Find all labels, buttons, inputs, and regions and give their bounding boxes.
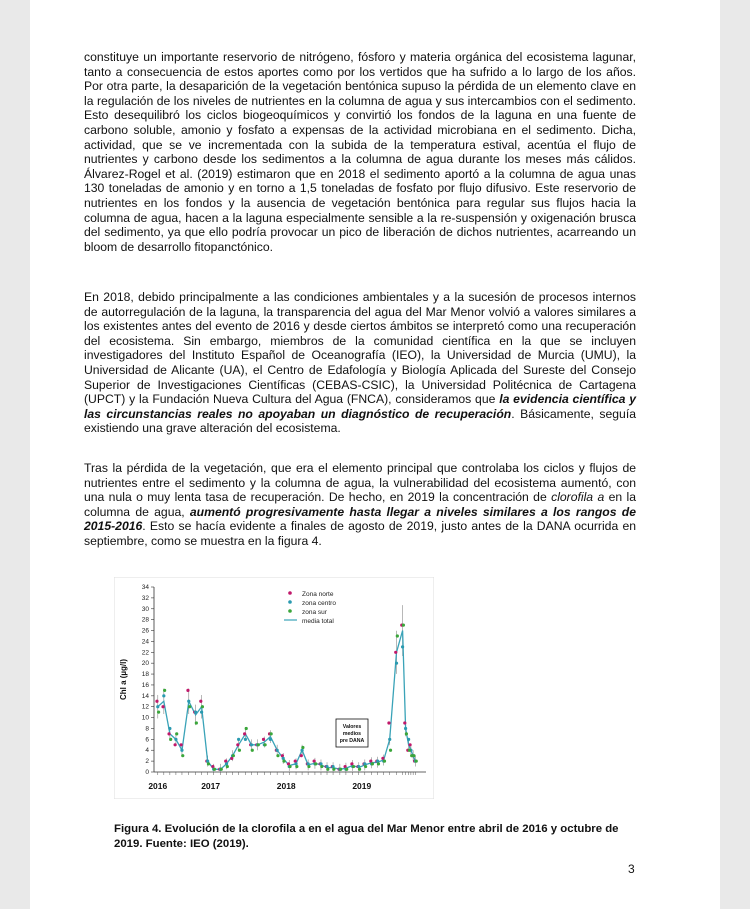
annotation-text: medios <box>342 731 362 737</box>
point-zona-sur <box>389 749 392 752</box>
point-zona-norte <box>243 732 246 735</box>
point-zona-sur <box>175 732 178 735</box>
point-zona-centro <box>282 757 285 760</box>
y-tick-label: 14 <box>141 692 149 700</box>
point-zona-norte <box>313 760 316 763</box>
point-zona-sur <box>396 634 399 637</box>
y-tick-label: 22 <box>141 649 149 657</box>
paragraph-3-emphasis: aumentó progresivamente hasta llegar a niveles similares a los rangos de 2015-2016 <box>84 504 636 534</box>
point-zona-centro <box>407 738 410 741</box>
y-tick-label: 28 <box>141 616 149 624</box>
point-zona-sur <box>383 760 386 763</box>
point-zona-norte <box>167 732 170 735</box>
point-zona-sur <box>295 765 298 768</box>
point-zona-centro <box>331 765 334 768</box>
point-zona-centro <box>194 711 197 714</box>
point-zona-sur <box>332 768 335 771</box>
paragraph-1 <box>84 50 636 254</box>
point-zona-sur <box>220 768 223 771</box>
point-zona-centro <box>237 738 240 741</box>
point-zona-sur <box>213 768 216 771</box>
point-zona-sur <box>345 768 348 771</box>
chlorophyll-chart <box>114 577 434 799</box>
point-zona-sur <box>195 721 198 724</box>
point-zona-norte <box>408 743 411 746</box>
point-zona-norte <box>155 700 158 703</box>
point-zona-sur <box>181 754 184 757</box>
point-zona-norte <box>180 743 183 746</box>
point-zona-sur <box>270 732 273 735</box>
y-axis-label: Chl a (µg/l) <box>119 658 128 701</box>
point-zona-sur <box>257 743 260 746</box>
legend-media-total: media total <box>302 618 334 625</box>
figure-4 <box>114 577 434 799</box>
point-zona-norte <box>287 762 290 765</box>
year-label: 2016 <box>148 781 168 791</box>
point-zona-sur <box>288 765 291 768</box>
legend-zona-centro-marker <box>288 600 292 604</box>
y-tick-label: 18 <box>141 671 149 679</box>
y-tick-label: 32 <box>141 594 149 602</box>
legend-zona-norte: Zona norte <box>302 591 334 598</box>
legend-zona-norte-marker <box>288 591 292 595</box>
point-zona-centro <box>200 711 203 714</box>
point-zona-norte <box>236 743 239 746</box>
point-zona-sur <box>232 754 235 757</box>
legend-zona-sur-marker <box>288 609 292 613</box>
point-zona-sur <box>282 760 285 763</box>
point-zona-sur <box>412 754 415 757</box>
figure-caption: Figura 4. Evolución de la clorofila a en el agua del Mar Menor entre abril de 2016 y octubre de 2019. Fuente: IEO (2019). <box>114 823 619 850</box>
point-zona-sur <box>339 768 342 771</box>
point-zona-sur <box>157 711 160 714</box>
point-zona-centro <box>307 762 310 765</box>
point-zona-norte <box>186 689 189 692</box>
point-zona-sur <box>238 749 241 752</box>
point-zona-sur <box>326 768 329 771</box>
paragraph-3 <box>84 461 636 549</box>
point-zona-norte <box>344 765 347 768</box>
point-zona-centro <box>162 694 165 697</box>
point-zona-norte <box>161 705 164 708</box>
year-label: 2017 <box>201 781 221 791</box>
point-zona-centro <box>395 662 398 665</box>
point-zona-sur <box>169 738 172 741</box>
point-zona-sur <box>226 765 229 768</box>
point-zona-centro <box>376 760 379 763</box>
y-tick-label: 12 <box>141 703 149 711</box>
point-zona-centro <box>156 705 159 708</box>
paragraph-3-text: Tras la pérdida de la vegetación, que era el elemento principal que controlaba los ciclos y flujos de nutrientes entre el sedimento y la columna de agua, la vulnerabilidad del ecosistema aumentó, con una nula o muy lenta tasa de recuperación. De hecho, en 2019 la concentración de <box>84 461 636 505</box>
point-zona-sur <box>405 732 408 735</box>
y-tick-label: 2 <box>145 758 149 766</box>
point-zona-norte <box>199 700 202 703</box>
point-zona-sur <box>402 623 405 626</box>
point-zona-sur <box>276 754 279 757</box>
point-zona-sur <box>201 705 204 708</box>
point-zona-sur <box>358 768 361 771</box>
y-tick-label: 4 <box>145 747 149 755</box>
point-zona-norte <box>387 721 390 724</box>
point-zona-centro <box>363 762 366 765</box>
paragraph-2-emphasis: la evidencia científica y las circunstancias reales no apoyaban un diagnóstico de recuperación <box>84 392 636 421</box>
paragraph-3-italic: clorofila a <box>551 490 605 505</box>
year-label: 2019 <box>352 781 372 791</box>
point-zona-sur <box>371 762 374 765</box>
legend-zona-centro: zona centro <box>302 600 336 607</box>
point-zona-norte <box>174 743 177 746</box>
point-zona-norte <box>381 757 384 760</box>
point-zona-sur <box>163 689 166 692</box>
point-zona-norte <box>350 762 353 765</box>
y-tick-label: 30 <box>141 605 149 613</box>
point-zona-sur <box>207 762 210 765</box>
point-zona-sur <box>364 765 367 768</box>
point-zona-centro <box>250 743 253 746</box>
paragraph-3-text-end: . Esto se hacía evidente a finales de agosto de 2019, justo antes de la DANA ocurrida en septiembre, como se muestra en la figura 4. <box>84 519 636 548</box>
annotation-text: Valores <box>342 724 362 730</box>
point-zona-sur <box>320 765 323 768</box>
point-zona-sur <box>301 746 304 749</box>
point-zona-centro <box>319 762 322 765</box>
point-zona-centro <box>401 645 404 648</box>
point-zona-centro <box>180 749 183 752</box>
point-zona-norte <box>230 757 233 760</box>
point-zona-centro <box>269 738 272 741</box>
point-zona-norte <box>224 760 227 763</box>
point-zona-sur <box>245 727 248 730</box>
y-tick-label: 8 <box>145 725 149 733</box>
y-tick-label: 26 <box>141 627 149 635</box>
point-zona-centro <box>206 760 209 763</box>
y-tick-label: 24 <box>141 638 149 646</box>
point-zona-centro <box>276 749 279 752</box>
point-zona-centro <box>244 738 247 741</box>
point-zona-centro <box>357 765 360 768</box>
paragraph-1-text: constituye un importante reservorio de nitrógeno, fósforo y materia orgánica del ecosistema lagunar, tanto a consecuencia de estos aportes como por los vertidos que ha sufrido a lo largo de los años. Por otra parte, la desaparición de la vegetación bentónica supuso la pérdida de un elemento clave en la regulación de los niveles de nutrientes en la columna de agua y sus intercambios con el sedimento. Esto desequilibró los ciclos biogeoquímicos y convirtió los fondos de la laguna en una fuente de carbono soluble, amonio y fosfato a expensas de la actividad microbiana en el sedimento. Dicha, actividad, que se ve incrementada con la subida de la temperatura estival, acentúa el flujo de nutrientes y carbono desde los sedimentos a la columna de agua durante los meses más cálidos. Álvarez-Rogel et al. (2019) estimaron que en 2018 el sedimento aportó a la columna de agua unas 130 toneladas de amonio y en torno a 1,5 toneladas de fosfato por flujo difusivo. Este reservorio de nutrientes en los fondos y la ausencia de vegetación bentónica para regular sus flujos hacia la columna de agua, hacen a la laguna especialmente sensible a la re-suspensión y oxigenación brusca del sedimento, ya que ello podría provocar un pico de liberación de dichos nutrientes, acarreando un bloom de desarrollo fitopanctónico. <box>84 50 636 254</box>
legend-zona-sur: zona sur <box>302 609 327 616</box>
point-zona-norte <box>369 760 372 763</box>
point-zona-norte <box>211 765 214 768</box>
y-tick-label: 20 <box>141 660 149 668</box>
paragraph-2 <box>84 290 636 436</box>
y-tick-label: 34 <box>141 584 149 591</box>
point-zona-centro <box>187 700 190 703</box>
point-zona-sur <box>264 743 267 746</box>
point-zona-norte <box>281 754 284 757</box>
point-zona-sur <box>415 760 418 763</box>
point-zona-centro <box>388 738 391 741</box>
point-zona-centro <box>404 727 407 730</box>
point-zona-sur <box>251 749 254 752</box>
point-zona-sur <box>314 762 317 765</box>
point-zona-sur <box>352 765 355 768</box>
y-tick-label: 16 <box>141 681 149 689</box>
point-zona-centro <box>174 738 177 741</box>
paragraph-2-text: En 2018, debido principalmente a las condiciones ambientales y a la sucesión de procesos internos de autorregulación de la laguna, la transparencia del agua del Mar Menor volvió a valores similares a los existentes antes del evento de 2016 y desde ciertos ámbitos se interpretó como una recuperación del ecosistema. Sin embargo, miembros de la comunidad científica en la que se incluyen investigadores del Instituto Español de Oceanografía (IEO), la Universidad de Murcia (UMU), la Universidad de Alicante (UA), el Centro de Edafología y Biología Aplicada del Sureste del Consejo Superior de Investigaciones Científicas (CEBAS-CSIC), la Universidad Politécnica de Cartagena (UPCT) y la Fundación Nueva Cultura del Agua (FNCA), consideramos que <box>84 290 636 407</box>
page-number: 3 <box>628 862 635 876</box>
year-label: 2018 <box>276 781 296 791</box>
point-zona-centro <box>168 727 171 730</box>
paragraph-2-text-end: . Básicamente, seguía existiendo una grave alteración del ecosistema. <box>84 406 636 436</box>
point-zona-centro <box>294 762 297 765</box>
point-zona-norte <box>262 738 265 741</box>
y-tick-label: 0 <box>145 769 149 776</box>
point-zona-norte <box>294 760 297 763</box>
point-zona-centro <box>325 765 328 768</box>
point-zona-sur <box>188 705 191 708</box>
annotation-text: pre DANA <box>339 738 365 744</box>
point-zona-sur <box>377 762 380 765</box>
point-zona-norte <box>403 721 406 724</box>
y-tick-label: 6 <box>145 736 149 744</box>
point-zona-centro <box>300 749 303 752</box>
y-tick-label: 10 <box>141 714 149 722</box>
point-zona-norte <box>300 754 303 757</box>
point-zona-centro <box>225 762 228 765</box>
point-zona-sur <box>307 765 310 768</box>
point-zona-norte <box>394 651 397 654</box>
chart-frame <box>114 577 434 799</box>
paragraph-3-text-mid: en la columna de agua, <box>84 490 636 519</box>
point-zona-sur <box>408 749 411 752</box>
